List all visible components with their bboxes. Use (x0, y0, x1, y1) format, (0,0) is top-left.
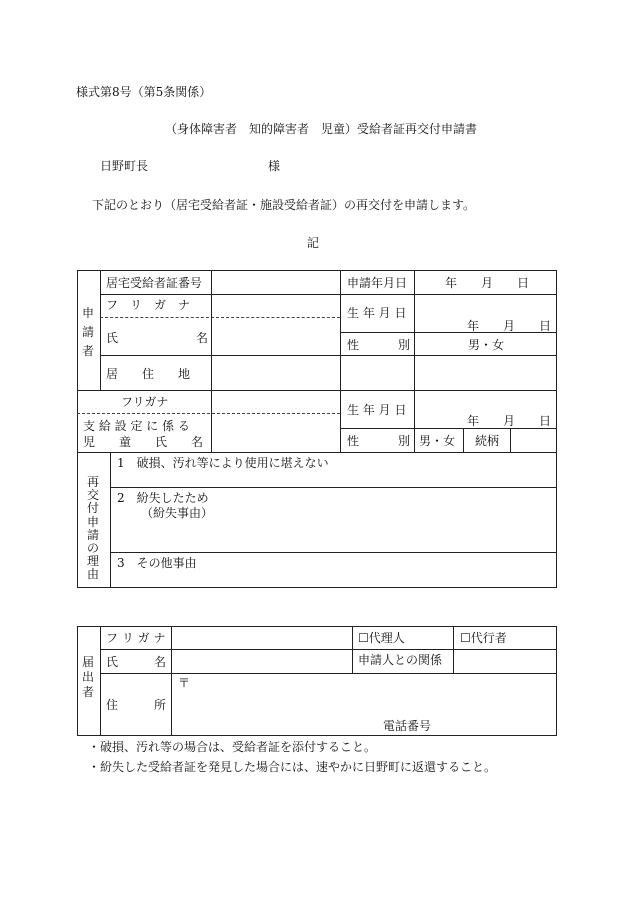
applicant-address-field[interactable] (212, 356, 556, 389)
child-birth-field[interactable]: 年 月 日 (467, 414, 552, 428)
honorific: 様 (268, 159, 281, 173)
reporter-furigana-label: フ リ ガ ナ (106, 631, 166, 645)
applicant-name-field[interactable] (212, 318, 339, 354)
cert-number-field[interactable] (212, 271, 339, 293)
applicant-name-label-2: 名 (196, 331, 209, 345)
child-furigana-field[interactable] (212, 391, 339, 413)
form-number: 様式第8号（第5条関係） (76, 85, 212, 99)
relation-label: 申請人との関係 (358, 653, 443, 667)
reporter-name-field[interactable] (172, 650, 351, 672)
apply-date-label: 申請年月日 (347, 276, 408, 290)
reporter-name-label-1: 氏 (106, 655, 119, 669)
applicant-birth-field[interactable]: 年 月 日 (467, 319, 552, 333)
child-furigana-label: フリガナ (121, 395, 169, 409)
reason-item-1-label: 1 破損、汚れ等により使用に堪えない (117, 456, 329, 470)
applicant-furigana-field[interactable] (212, 295, 339, 317)
form-title: （身体障害者 知的障害者 児童）受給者証再交付申請書 (165, 122, 478, 136)
applicant-name-label-1: 氏 (106, 331, 119, 345)
child-name-field[interactable] (212, 414, 339, 451)
reason-side-label: 再 交 付 申 請 の 理 由 (86, 475, 99, 582)
applicant-sex-label-2: 別 (398, 338, 411, 352)
intro-text: 下記のとおり（居宅受給者証・施設受給者証）の再交付を申請します。 (92, 198, 476, 212)
child-birth-label: 生 年 月 日 (347, 403, 407, 417)
child-sex-label-2: 別 (398, 434, 411, 448)
phone-label: 電話番号 (383, 719, 432, 733)
applicant-sex-field[interactable]: 男・女 (468, 338, 505, 352)
reason-item-2[interactable] (111, 488, 556, 551)
note-2: ・紛失した受給者証を発見した場合には、速やかに日野町に返還すること。 (88, 760, 497, 774)
note-1: ・破損、汚れ等の場合は、受給者証を添付すること。 (88, 740, 377, 754)
applicant-sex-label-1: 性 (347, 338, 360, 352)
applicant-birth-label: 生 年 月 日 (347, 306, 407, 320)
apply-date-field[interactable]: 年 月 日 (445, 276, 530, 290)
reason-item-3[interactable] (111, 553, 556, 587)
agent-checkbox[interactable]: ☐代理人 (358, 631, 405, 645)
applicant-side-label: 申 請 者 (81, 306, 94, 359)
child-relation-label: 続柄 (475, 434, 500, 448)
child-sex-label-1: 性 (347, 434, 360, 448)
child-name-label-line2: 児 童 氏 名 (83, 435, 204, 449)
reporter-side-label: 届 出 者 (81, 655, 94, 700)
reason-item-3-label: 3 その他事由 (117, 556, 197, 570)
reporter-address-label-2: 所 (154, 698, 167, 712)
cert-number-label: 居宅受給者証番号 (106, 276, 203, 290)
proxy-checkbox[interactable]: ☐代行者 (460, 631, 507, 645)
relation-field[interactable] (454, 650, 556, 672)
child-name-label-line1: 支 給 設 定 に 係 る (83, 419, 190, 433)
child-sex-field[interactable]: 男・女 (419, 434, 456, 448)
reason-item-2-label: 2 紛失したため (117, 491, 209, 505)
reporter-name-label-2: 名 (154, 655, 167, 669)
reporter-address-label-1: 住 (106, 698, 119, 712)
reporter-furigana-field[interactable] (172, 627, 351, 648)
applicant-address-label: 居 住 地 (106, 367, 191, 381)
addressee: 日野町長 (100, 159, 149, 173)
child-relation-field[interactable] (511, 429, 556, 451)
reason-item-1[interactable] (111, 453, 556, 486)
ki-marker: 記 (307, 236, 320, 250)
reason-item-2-sub: （紛失事由） (141, 506, 214, 520)
applicant-furigana-label: フ リ ガ ナ (106, 298, 191, 312)
postal-mark: 〒 (178, 676, 191, 690)
reporter-address-field[interactable] (172, 674, 556, 735)
